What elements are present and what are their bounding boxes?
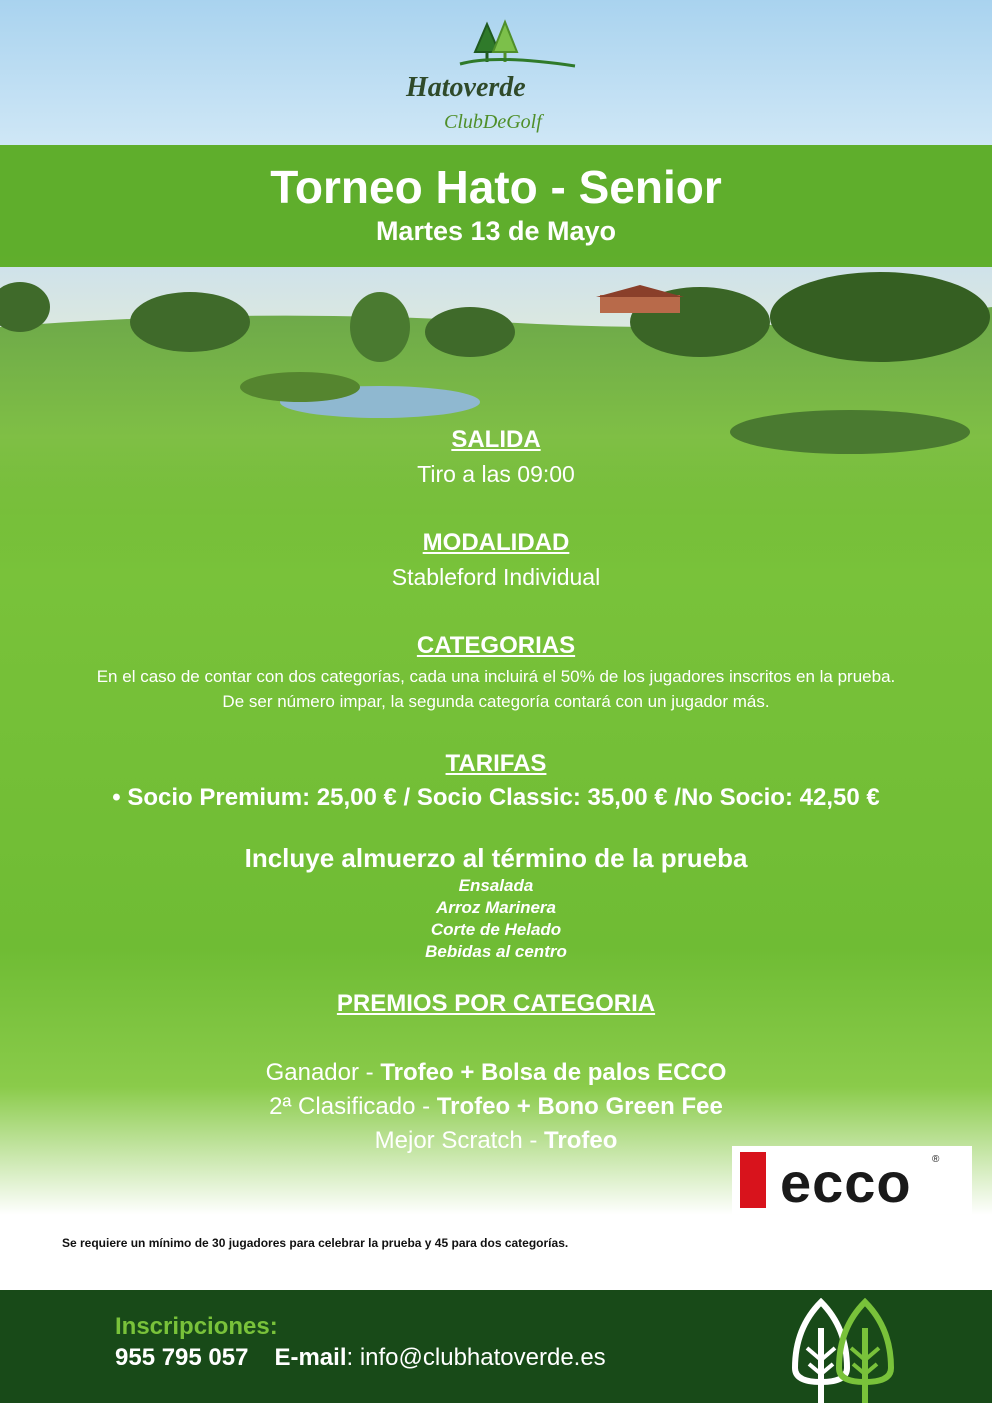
salida-value: Tiro a las 09:00 [417, 461, 575, 487]
prize-label: Ganador - [265, 1059, 381, 1086]
email-address[interactable]: : info@clubhatoverde.es [346, 1344, 606, 1371]
modalidad-value: Stableford Individual [391, 564, 601, 590]
ecco-wordmark: ecco [780, 1151, 912, 1214]
logo-brand-text: Hatoverde [406, 72, 526, 103]
premios-heading: PREMIOS POR CATEGORIA [336, 990, 656, 1017]
inscripciones-label: Inscripciones: [115, 1313, 278, 1340]
tournament-date: Martes 13 de Mayo [375, 216, 617, 246]
almuerzo-heading: Incluye almuerzo al término de la prueba [244, 843, 748, 873]
logo-subbrand-text: ClubDeGolf [444, 111, 542, 133]
categorias-line-1: En el caso de contar con dos categorías, cada una incluirá el 50% de los jugadores inscritos en la prueba. [96, 667, 896, 686]
prize-value: Trofeo [544, 1127, 618, 1154]
menu-item: Bebidas al centro [425, 942, 567, 961]
ecco-red-bar [740, 1152, 766, 1208]
menu-item: Arroz Marinera [436, 898, 556, 917]
tarifas-heading: TARIFAS [445, 750, 547, 777]
ecco-sponsor-logo [732, 1146, 972, 1214]
prize-label: 2ª Clasificado - [269, 1093, 437, 1120]
prize-value: Trofeo + Bolsa de palos ECCO [380, 1059, 727, 1086]
menu-item: Ensalada [458, 876, 534, 895]
prize-label: Mejor Scratch - [374, 1127, 545, 1154]
prize-item [0, 1090, 992, 1124]
phone-number[interactable]: 955 795 057 [115, 1344, 249, 1371]
prize-item [0, 1056, 992, 1090]
prize-list [0, 1056, 992, 1158]
categorias-heading: CATEGORIAS [416, 632, 576, 659]
footer-trees-icon [785, 1298, 900, 1403]
tarifas-value: • Socio Premium: 25,00 € / Socio Classic: 35,00 € /No Socio: 42,50 € [112, 784, 880, 811]
tournament-title: Torneo Hato - Senior [270, 161, 722, 213]
contact-line [115, 1344, 606, 1372]
prize-value: Trofeo + Bono Green Fee [436, 1093, 723, 1120]
golf-course-photo [0, 267, 992, 567]
email-label: E-mail [274, 1344, 347, 1371]
salida-heading: SALIDA [451, 426, 541, 453]
modalidad-heading: MODALIDAD [422, 529, 570, 556]
minimum-players-note: Se requiere un mínimo de 30 jugadores para celebrar la prueba y 45 para dos categorías. [62, 1236, 569, 1250]
ecco-registered-mark: ® [932, 1154, 940, 1165]
menu-item: Corte de Helado [430, 920, 562, 939]
hatoverde-logo [400, 14, 590, 138]
categorias-line-2: De ser número impar, la segunda categoría contará con un jugador más. [222, 692, 770, 711]
menu-list [0, 875, 992, 963]
